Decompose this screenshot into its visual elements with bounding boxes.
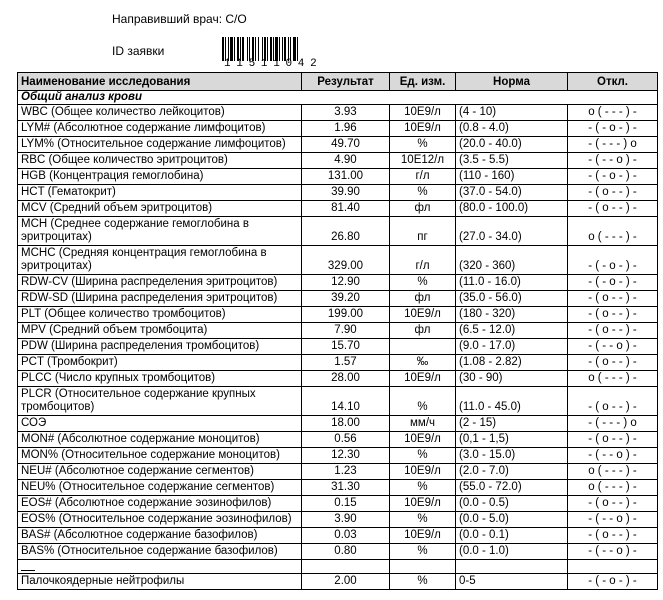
table-row [18, 291, 658, 307]
deviation-indicator: - ( о - - ) - [568, 432, 658, 448]
deviation-indicator: - ( - о - ) - [568, 169, 658, 185]
table-row [18, 480, 658, 496]
spacer-cell [302, 560, 390, 574]
unit-value: 10E9/л [390, 464, 456, 480]
result-value: 1.23 [302, 464, 390, 480]
test-name: MCHC (Средняя концентрация гемоглобина в эритроцитах) [18, 246, 302, 275]
unit-value: фл [390, 291, 456, 307]
deviation-indicator: о ( - - - ) - [568, 371, 658, 387]
result-value: 49.70 [302, 137, 390, 153]
result-value: 15.70 [302, 339, 390, 355]
separator-dash [21, 570, 35, 571]
test-name: EOS% (Относительное содержание эозинофилов) [18, 512, 302, 528]
test-name: HCT (Гематокрит) [18, 185, 302, 201]
deviation-indicator: - ( - - - ) о [568, 416, 658, 432]
deviation-indicator: о ( - - - ) - [568, 480, 658, 496]
section-title: Общий анализ крови [18, 91, 658, 105]
deviation-indicator: - ( о - - ) - [568, 291, 658, 307]
test-name: MCH (Среднее содержание гемоглобина в эритроцитах) [18, 217, 302, 246]
unit-value: мм/ч [390, 416, 456, 432]
unit-value: % [390, 185, 456, 201]
unit-value: % [390, 275, 456, 291]
col-header-norm: Норма [456, 73, 568, 91]
spacer-cell [18, 560, 302, 574]
table-row [18, 105, 658, 121]
unit-value: % [390, 480, 456, 496]
norm-range: (20.0 - 40.0) [456, 137, 568, 153]
deviation-indicator: о ( - - - ) - [568, 217, 658, 246]
result-value: 39.90 [302, 185, 390, 201]
table-row [18, 574, 658, 590]
result-value: 131.00 [302, 169, 390, 185]
table-row [18, 275, 658, 291]
result-value: 3.90 [302, 512, 390, 528]
test-name: СОЭ [18, 416, 302, 432]
table-row [18, 185, 658, 201]
deviation-indicator: - ( - о - ) - [568, 121, 658, 137]
norm-range: 0-5 [456, 574, 568, 590]
deviation-indicator: - ( - о - ) - [568, 246, 658, 275]
referring-doctor: Направивший врач: С/О [112, 12, 247, 26]
table-row [18, 416, 658, 432]
norm-range: (27.0 - 34.0) [456, 217, 568, 246]
results-table [17, 72, 658, 590]
unit-value: 10E9/л [390, 432, 456, 448]
table-row [18, 528, 658, 544]
unit-value: 10E9/л [390, 528, 456, 544]
result-value: 1.57 [302, 355, 390, 371]
norm-range: (35.0 - 56.0) [456, 291, 568, 307]
unit-value: % [390, 512, 456, 528]
test-name: MCV (Средний объем эритроцитов) [18, 201, 302, 217]
norm-range: (2.0 - 7.0) [456, 464, 568, 480]
norm-range: (30 - 90) [456, 371, 568, 387]
unit-value: г/л [390, 246, 456, 275]
table-row [18, 432, 658, 448]
deviation-indicator: - ( - - о ) - [568, 544, 658, 560]
norm-range: (3.0 - 15.0) [456, 448, 568, 464]
deviation-indicator: - ( - - о ) - [568, 512, 658, 528]
test-name: LYM# (Абсолютное содержание лимфоцитов) [18, 121, 302, 137]
test-name: PCT (Тромбокрит) [18, 355, 302, 371]
test-name: RDW-SD (Ширина распределения эритроцитов) [18, 291, 302, 307]
test-name: WBC (Общее количество лейкоцитов) [18, 105, 302, 121]
test-name: MPV (Средний объем тромбоцита) [18, 323, 302, 339]
col-header-unit: Ед. изм. [390, 73, 456, 91]
result-value: 39.20 [302, 291, 390, 307]
unit-value: % [390, 448, 456, 464]
result-value: 12.90 [302, 275, 390, 291]
deviation-indicator: - ( о - - ) - [568, 528, 658, 544]
deviation-indicator: - ( - о - ) - [568, 275, 658, 291]
result-value: 26.80 [302, 217, 390, 246]
table-row [18, 121, 658, 137]
result-value: 0.03 [302, 528, 390, 544]
table-row [18, 355, 658, 371]
test-name: NEU% (Относительное содержание сегментов) [18, 480, 302, 496]
table-row [18, 217, 658, 246]
result-value: 0.80 [302, 544, 390, 560]
norm-range: (37.0 - 54.0) [456, 185, 568, 201]
result-value: 18.00 [302, 416, 390, 432]
test-name: PDW (Ширина распределения тромбоцитов) [18, 339, 302, 355]
test-name: PLCC (Число крупных тромбоцитов) [18, 371, 302, 387]
test-name: LYM% (Относительное содержание лимфоцитов) [18, 137, 302, 153]
test-name: PLT (Общее количество тромбоцитов) [18, 307, 302, 323]
deviation-indicator: - ( о - - ) - [568, 323, 658, 339]
unit-value: 10E9/л [390, 121, 456, 137]
result-value: 199.00 [302, 307, 390, 323]
test-name: BAS% (Относительное содержание базофилов) [18, 544, 302, 560]
unit-value: 10E9/л [390, 371, 456, 387]
norm-range: (0.0 - 1.0) [456, 544, 568, 560]
table-header-row [18, 73, 658, 91]
table-row [18, 153, 658, 169]
test-name: HGB (Концентрация гемоглобина) [18, 169, 302, 185]
norm-range: (320 - 360) [456, 246, 568, 275]
unit-value: ‰ [390, 355, 456, 371]
norm-range: (0.0 - 5.0) [456, 512, 568, 528]
test-name: Палочкоядерные нейтрофилы [18, 574, 302, 590]
deviation-indicator: о ( - - - ) - [568, 464, 658, 480]
unit-value: фл [390, 201, 456, 217]
deviation-indicator: - ( о - - ) - [568, 307, 658, 323]
deviation-indicator: - ( - - - ) о [568, 137, 658, 153]
unit-value: пг [390, 217, 456, 246]
unit-value: фл [390, 323, 456, 339]
result-value: 1.96 [302, 121, 390, 137]
test-name: RDW-CV (Ширина распределения эритроцитов) [18, 275, 302, 291]
result-value: 2.00 [302, 574, 390, 590]
norm-range: (110 - 160) [456, 169, 568, 185]
barcode-digits: 11511042 [224, 58, 323, 70]
table-row [18, 512, 658, 528]
table-row [18, 323, 658, 339]
norm-range: (1.08 - 2.82) [456, 355, 568, 371]
spacer-cell [568, 560, 658, 574]
norm-range: (11.0 - 45.0) [456, 387, 568, 416]
table-row [18, 169, 658, 185]
norm-range: (3.5 - 5.5) [456, 153, 568, 169]
deviation-indicator: - ( - - о ) - [568, 153, 658, 169]
col-header-name: Наименование исследования [18, 73, 302, 91]
result-value: 3.93 [302, 105, 390, 121]
table-row [18, 496, 658, 512]
deviation-indicator: - ( - - о ) - [568, 339, 658, 355]
deviation-indicator: - ( о - - ) - [568, 496, 658, 512]
spacer-cell [390, 560, 456, 574]
result-value: 4.90 [302, 153, 390, 169]
test-name: MON# (Абсолютное содержание моноцитов) [18, 432, 302, 448]
norm-range: (180 - 320) [456, 307, 568, 323]
result-value: 31.30 [302, 480, 390, 496]
table-row [18, 339, 658, 355]
section-row [18, 91, 658, 105]
table-row [18, 387, 658, 416]
spacer-cell [456, 560, 568, 574]
result-value: 28.00 [302, 371, 390, 387]
norm-range: (80.0 - 100.0) [456, 201, 568, 217]
result-value: 0.15 [302, 496, 390, 512]
table-row [18, 371, 658, 387]
table-row [18, 448, 658, 464]
unit-value: 10E9/л [390, 307, 456, 323]
unit-value [390, 339, 456, 355]
result-value: 12.30 [302, 448, 390, 464]
deviation-indicator: - ( о - - ) - [568, 201, 658, 217]
norm-range: (2 - 15) [456, 416, 568, 432]
unit-value: 10E9/л [390, 105, 456, 121]
result-value: 7.90 [302, 323, 390, 339]
deviation-indicator: - ( - - о ) - [568, 448, 658, 464]
result-value: 14.10 [302, 387, 390, 416]
unit-value: % [390, 137, 456, 153]
deviation-indicator: - ( о - - ) - [568, 355, 658, 371]
norm-range: (4 - 10) [456, 105, 568, 121]
col-header-deviation: Откл. [568, 73, 658, 91]
deviation-indicator: о ( - - - ) - [568, 105, 658, 121]
norm-range: (0.0 - 0.5) [456, 496, 568, 512]
norm-range: (9.0 - 17.0) [456, 339, 568, 355]
deviation-indicator: - ( о - - ) - [568, 185, 658, 201]
table-row [18, 201, 658, 217]
table-row [18, 307, 658, 323]
unit-value: 10E9/л [390, 496, 456, 512]
spacer-row [18, 560, 658, 574]
norm-range: (11.0 - 16.0) [456, 275, 568, 291]
norm-range: (0.8 - 4.0) [456, 121, 568, 137]
norm-range: (55.0 - 72.0) [456, 480, 568, 496]
result-value: 0.56 [302, 432, 390, 448]
test-name: PLCR (Относительное содержание крупных тромбоцитов) [18, 387, 302, 416]
table-row [18, 464, 658, 480]
unit-value: 10E12/л [390, 153, 456, 169]
test-name: BAS# (Абсолютное содержание базофилов) [18, 528, 302, 544]
unit-value: г/л [390, 169, 456, 185]
test-name: EOS# (Абсолютное содержание эозинофилов) [18, 496, 302, 512]
col-header-result: Результат [302, 73, 390, 91]
norm-range: (0.0 - 0.1) [456, 528, 568, 544]
test-name: NEU# (Абсолютное содержание сегментов) [18, 464, 302, 480]
unit-value: % [390, 574, 456, 590]
test-name: RBC (Общее количество эритроцитов) [18, 153, 302, 169]
unit-value: % [390, 387, 456, 416]
norm-range: (6.5 - 12.0) [456, 323, 568, 339]
test-name: MON% (Относительное содержание моноцитов) [18, 448, 302, 464]
norm-range: (0,1 - 1,5) [456, 432, 568, 448]
table-row [18, 544, 658, 560]
deviation-indicator: - ( - о - ) - [568, 574, 658, 590]
table-row [18, 137, 658, 153]
result-value: 329.00 [302, 246, 390, 275]
table-row [18, 246, 658, 275]
request-id-label: ID заявки [112, 44, 165, 58]
unit-value: % [390, 544, 456, 560]
result-value: 81.40 [302, 201, 390, 217]
deviation-indicator: - ( о - - ) - [568, 387, 658, 416]
